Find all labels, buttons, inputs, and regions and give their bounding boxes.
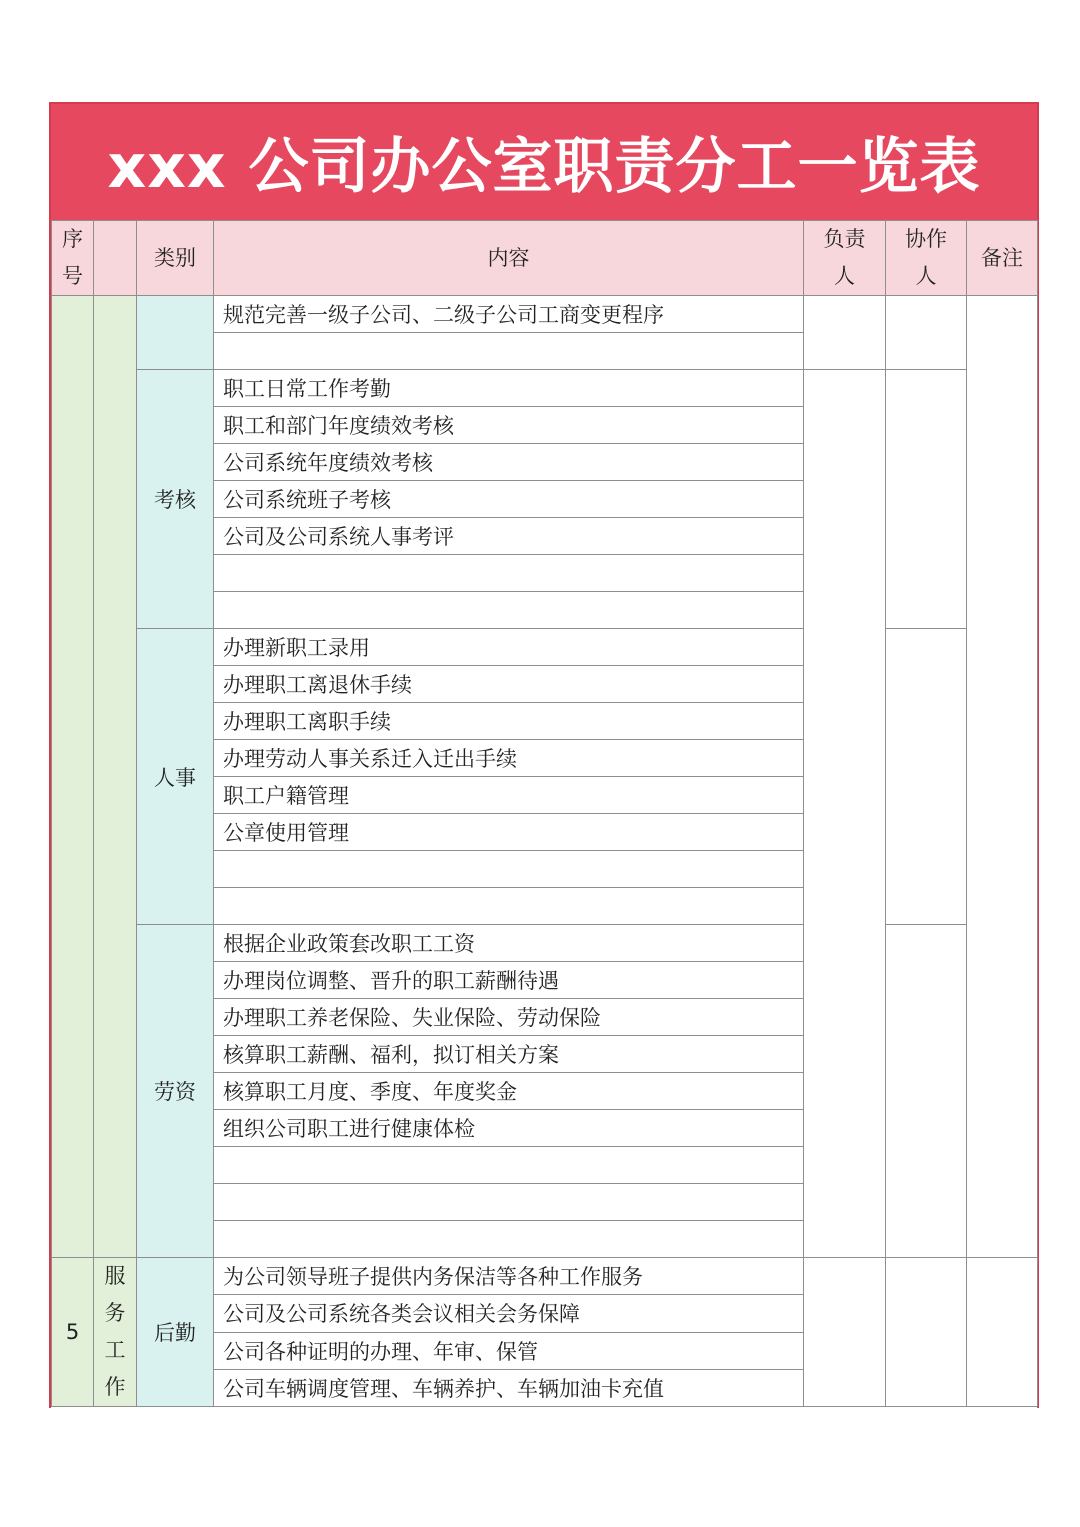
content-cell (214, 333, 804, 370)
content-cell: 公司系统年度绩效考核 (214, 444, 804, 481)
content-cell (214, 555, 804, 592)
content-cell: 核算职工薪酬、福利，拟订相关方案 (214, 1036, 804, 1073)
header-remark: 备注 (967, 221, 1038, 296)
content-cell: 办理职工离职手续 (214, 703, 804, 740)
owner-cell (804, 1258, 886, 1407)
content-cell (214, 888, 804, 925)
content-cell: 办理劳动人事关系迁入迁出手续 (214, 740, 804, 777)
content-cell: 办理岗位调整、晋升的职工薪酬待遇 (214, 962, 804, 999)
content-cell: 办理职工离退休手续 (214, 666, 804, 703)
content-cell: 办理职工养老保险、失业保险、劳动保险 (214, 999, 804, 1036)
table-row (52, 296, 1038, 333)
table-row (52, 629, 1038, 666)
owner-cell (804, 370, 886, 1258)
table-row (52, 370, 1038, 407)
table-row (52, 1258, 1038, 1295)
remark-cell (967, 1258, 1038, 1407)
header-content: 内容 (214, 221, 804, 296)
content-cell (214, 1147, 804, 1184)
content-cell: 为公司领导班子提供内务保洁等各种工作服务 (214, 1258, 804, 1295)
content-cell: 职工户籍管理 (214, 777, 804, 814)
content-cell: 公司车辆调度管理、车辆养护、车辆加油卡充值 (214, 1369, 804, 1406)
section-name: 服务工作 (94, 1258, 137, 1407)
category-cell-kaohe: 考核 (137, 370, 214, 629)
content-cell: 办理新职工录用 (214, 629, 804, 666)
table-row (52, 925, 1038, 962)
section-seq: 5 (52, 1258, 94, 1407)
content-cell (214, 1184, 804, 1221)
category-cell-laozi: 劳资 (137, 925, 214, 1258)
content-cell: 公司各种证明的办理、年审、保管 (214, 1332, 804, 1369)
content-cell: 核算职工月度、季度、年度奖金 (214, 1073, 804, 1110)
content-cell: 职工和部门年度绩效考核 (214, 407, 804, 444)
assist-cell (886, 629, 967, 925)
assist-cell (886, 370, 967, 629)
page-title: xxx 公司办公室职责分工一览表 (51, 104, 1037, 220)
category-cell-renshi: 人事 (137, 629, 214, 925)
content-cell (214, 592, 804, 629)
table-header-row (52, 221, 1038, 296)
category-cell (137, 296, 214, 370)
header-assist: 协作人 (886, 221, 967, 296)
header-category: 类别 (137, 221, 214, 296)
content-cell: 规范完善一级子公司、二级子公司工商变更程序 (214, 296, 804, 333)
owner-cell (804, 296, 886, 370)
seq-cell (52, 296, 94, 1258)
remark-cell (967, 296, 1038, 1258)
content-cell (214, 851, 804, 888)
header-owner: 负责人 (804, 221, 886, 296)
duty-table (51, 220, 1038, 1407)
content-cell: 公司系统班子考核 (214, 481, 804, 518)
header-seq: 序号 (52, 221, 94, 296)
content-cell: 职工日常工作考勤 (214, 370, 804, 407)
content-cell: 组织公司职工进行健康体检 (214, 1110, 804, 1147)
sheet (49, 102, 1039, 1408)
assist-cell (886, 1258, 967, 1407)
assist-cell (886, 296, 967, 370)
content-cell: 公司及公司系统各类会议相关会务保障 (214, 1295, 804, 1332)
category-cell-houqin: 后勤 (137, 1258, 214, 1407)
content-cell (214, 1221, 804, 1258)
content-cell: 公章使用管理 (214, 814, 804, 851)
header-blank (94, 221, 137, 296)
content-cell: 公司及公司系统人事考评 (214, 518, 804, 555)
section-cell (94, 296, 137, 1258)
assist-cell (886, 925, 967, 1258)
content-cell: 根据企业政策套改职工工资 (214, 925, 804, 962)
